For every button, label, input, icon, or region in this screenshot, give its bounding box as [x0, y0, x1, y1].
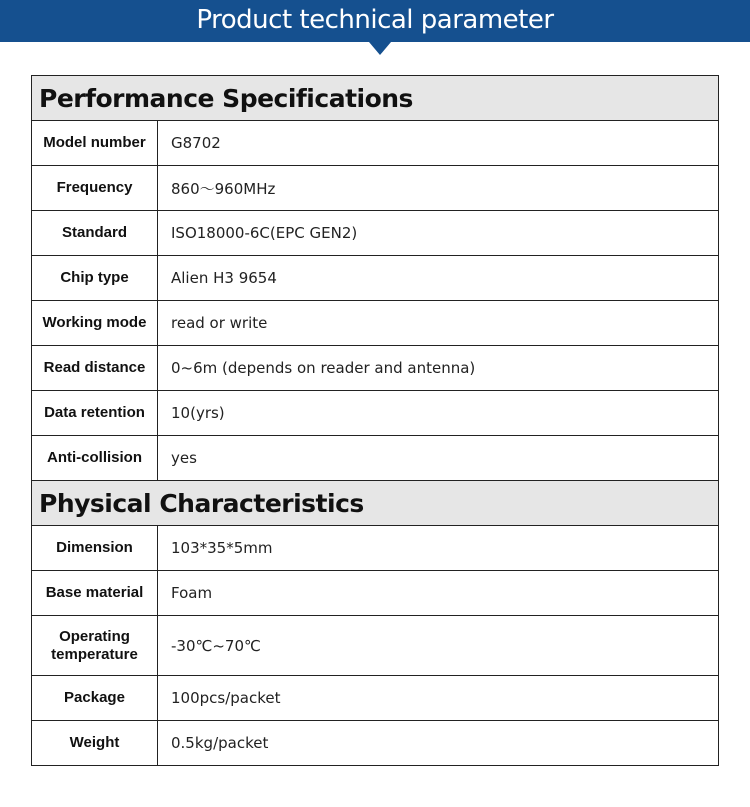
row-value: 860～960MHz [158, 166, 719, 211]
row-value: Foam [158, 571, 719, 616]
row-value: 100pcs/packet [158, 676, 719, 721]
row-label: Base material [32, 571, 158, 616]
row-label: Frequency [32, 166, 158, 211]
table-row [32, 256, 719, 301]
table-row [32, 166, 719, 211]
banner-pointer [369, 42, 391, 55]
row-value: 0.5kg/packet [158, 721, 719, 766]
row-label: Model number [32, 121, 158, 166]
row-label: Data retention [32, 391, 158, 436]
section-title: Physical Characteristics [32, 481, 719, 526]
table-row [32, 676, 719, 721]
table-row [32, 616, 719, 676]
row-value: -30℃~70℃ [158, 616, 719, 676]
row-label: Operating temperature [32, 616, 158, 676]
row-value: 103*35*5mm [158, 526, 719, 571]
table-row [32, 571, 719, 616]
row-label: Standard [32, 211, 158, 256]
row-value: ISO18000-6C(EPC GEN2) [158, 211, 719, 256]
row-label: Package [32, 676, 158, 721]
section-header [32, 76, 719, 121]
row-label: Read distance [32, 346, 158, 391]
table-row [32, 391, 719, 436]
row-value: read or write [158, 301, 719, 346]
row-label: Weight [32, 721, 158, 766]
row-value: yes [158, 436, 719, 481]
table-row [32, 436, 719, 481]
section-title: Performance Specifications [32, 76, 719, 121]
row-value: G8702 [158, 121, 719, 166]
table-row [32, 526, 719, 571]
row-value: Alien H3 9654 [158, 256, 719, 301]
row-label: Anti-collision [32, 436, 158, 481]
table-row [32, 301, 719, 346]
table-row [32, 346, 719, 391]
row-value: 10(yrs) [158, 391, 719, 436]
table-row [32, 721, 719, 766]
row-value: 0~6m (depends on reader and antenna) [158, 346, 719, 391]
table-row [32, 211, 719, 256]
row-label: Dimension [32, 526, 158, 571]
spec-table [31, 75, 719, 766]
page-title: Product technical parameter [0, 0, 750, 42]
section-header [32, 481, 719, 526]
row-label: Chip type [32, 256, 158, 301]
row-label: Working mode [32, 301, 158, 346]
table-row [32, 121, 719, 166]
